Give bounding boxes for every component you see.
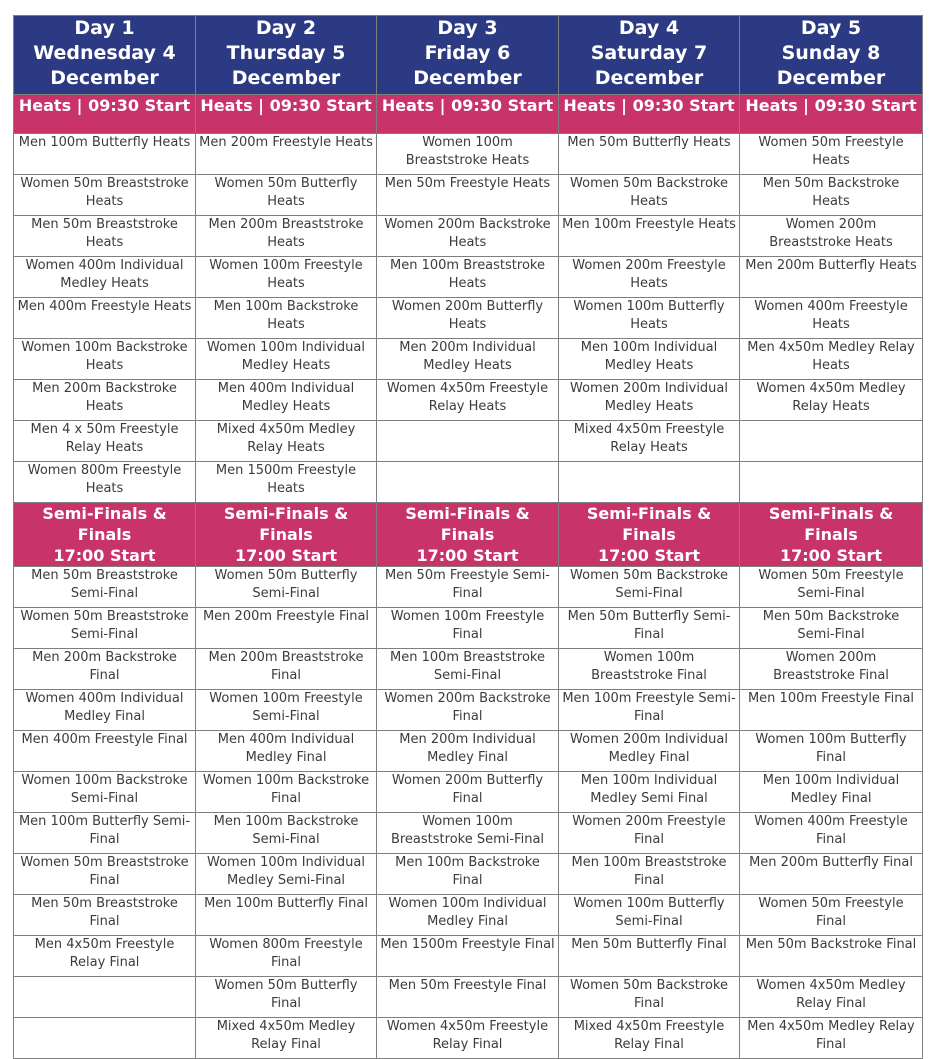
table-row <box>14 936 923 977</box>
event-cell: Women 400m Freestyle Heats <box>740 298 923 339</box>
event-cell: Men 100m Freestyle Heats <box>559 216 740 257</box>
schedule-table <box>13 15 923 1059</box>
finals-header: Semi-Finals & Finals 17:00 Start <box>14 503 196 567</box>
event-cell: Women 200m Individual Medley Heats <box>559 380 740 421</box>
event-cell: Men 50m Backstroke Final <box>740 936 923 977</box>
event-cell: Men 4x50m Medley Relay Heats <box>740 339 923 380</box>
event-cell <box>14 977 196 1018</box>
event-cell: Men 100m Backstroke Final <box>377 854 559 895</box>
event-cell: Men 100m Backstroke Semi-Final <box>196 813 377 854</box>
event-cell: Women 800m Freestyle Final <box>196 936 377 977</box>
event-cell: Women 200m Individual Medley Final <box>559 731 740 772</box>
table-row <box>14 134 923 175</box>
event-cell: Women 100m Backstroke Semi-Final <box>14 772 196 813</box>
event-cell: Men 200m Breaststroke Final <box>196 649 377 690</box>
event-cell: Mixed 4x50m Medley Relay Final <box>196 1018 377 1059</box>
day-header-row <box>14 16 923 95</box>
finals-header-row <box>14 503 923 567</box>
event-cell: Women 50m Freestyle Final <box>740 895 923 936</box>
day-header-2: Day 2 Thursday 5 December <box>196 16 377 95</box>
table-row <box>14 257 923 298</box>
event-cell: Men 100m Breaststroke Semi-Final <box>377 649 559 690</box>
event-cell: Women 50m Breaststroke Semi-Final <box>14 608 196 649</box>
event-cell <box>559 462 740 503</box>
event-cell: Men 200m Individual Medley Final <box>377 731 559 772</box>
event-cell: Men 50m Freestyle Semi-Final <box>377 567 559 608</box>
event-cell <box>377 421 559 462</box>
event-cell: Men 200m Butterfly Final <box>740 854 923 895</box>
event-cell: Women 400m Individual Medley Heats <box>14 257 196 298</box>
event-cell: Women 50m Butterfly Final <box>196 977 377 1018</box>
event-cell: Women 100m Individual Medley Semi-Final <box>196 854 377 895</box>
table-row <box>14 608 923 649</box>
event-cell: Men 100m Breaststroke Final <box>559 854 740 895</box>
event-cell: Men 400m Freestyle Heats <box>14 298 196 339</box>
event-cell: Men 200m Breaststroke Heats <box>196 216 377 257</box>
event-cell <box>14 1018 196 1059</box>
event-cell: Men 50m Freestyle Final <box>377 977 559 1018</box>
table-row <box>14 421 923 462</box>
event-cell: Men 4 x 50m Freestyle Relay Heats <box>14 421 196 462</box>
event-cell: Men 1500m Freestyle Heats <box>196 462 377 503</box>
event-cell: Men 50m Butterfly Semi-Final <box>559 608 740 649</box>
event-cell: Women 100m Individual Medley Heats <box>196 339 377 380</box>
day-header-1: Day 1 Wednesday 4 December <box>14 16 196 95</box>
event-cell: Mixed 4x50m Freestyle Relay Final <box>559 1018 740 1059</box>
event-cell: Men 50m Butterfly Heats <box>559 134 740 175</box>
event-cell: Men 50m Backstroke Heats <box>740 175 923 216</box>
event-cell: Men 100m Butterfly Semi-Final <box>14 813 196 854</box>
event-cell: Women 50m Breaststroke Heats <box>14 175 196 216</box>
table-row <box>14 813 923 854</box>
event-cell: Men 100m Butterfly Heats <box>14 134 196 175</box>
event-cell: Men 50m Backstroke Semi-Final <box>740 608 923 649</box>
event-cell: Women 100m Breaststroke Final <box>559 649 740 690</box>
event-cell: Men 100m Butterfly Final <box>196 895 377 936</box>
heats-header: Heats | 09:30 Start <box>377 95 559 134</box>
table-row <box>14 772 923 813</box>
event-cell <box>740 421 923 462</box>
heats-header: Heats | 09:30 Start <box>559 95 740 134</box>
event-cell: Men 200m Individual Medley Heats <box>377 339 559 380</box>
table-row <box>14 1018 923 1059</box>
event-cell: Women 4x50m Freestyle Relay Final <box>377 1018 559 1059</box>
event-cell: Men 100m Individual Medley Heats <box>559 339 740 380</box>
event-cell <box>740 462 923 503</box>
event-cell: Women 50m Freestyle Heats <box>740 134 923 175</box>
event-cell: Men 50m Butterfly Final <box>559 936 740 977</box>
event-cell: Men 200m Backstroke Final <box>14 649 196 690</box>
event-cell: Men 200m Butterfly Heats <box>740 257 923 298</box>
event-cell: Men 4x50m Freestyle Relay Final <box>14 936 196 977</box>
event-cell: Women 100m Freestyle Semi-Final <box>196 690 377 731</box>
event-cell: Men 100m Individual Medley Semi Final <box>559 772 740 813</box>
event-cell: Women 400m Freestyle Final <box>740 813 923 854</box>
event-cell: Men 400m Individual Medley Heats <box>196 380 377 421</box>
finals-header: Semi-Finals & Finals 17:00 Start <box>377 503 559 567</box>
heats-header: Heats | 09:30 Start <box>14 95 196 134</box>
event-cell: Mixed 4x50m Freestyle Relay Heats <box>559 421 740 462</box>
event-cell: Men 50m Breaststroke Semi-Final <box>14 567 196 608</box>
event-cell: Women 100m Freestyle Final <box>377 608 559 649</box>
event-cell: Women 100m Butterfly Heats <box>559 298 740 339</box>
event-cell: Women 200m Freestyle Heats <box>559 257 740 298</box>
heats-header: Heats | 09:30 Start <box>740 95 923 134</box>
event-cell: Women 100m Breaststroke Semi-Final <box>377 813 559 854</box>
event-cell: Women 4x50m Medley Relay Heats <box>740 380 923 421</box>
finals-header: Semi-Finals & Finals 17:00 Start <box>559 503 740 567</box>
day-header-3: Day 3 Friday 6 December <box>377 16 559 95</box>
table-row <box>14 977 923 1018</box>
event-cell: Women 200m Butterfly Final <box>377 772 559 813</box>
event-cell: Women 200m Backstroke Heats <box>377 216 559 257</box>
event-cell: Women 100m Freestyle Heats <box>196 257 377 298</box>
finals-header: Semi-Finals & Finals 17:00 Start <box>196 503 377 567</box>
event-cell: Women 50m Backstroke Semi-Final <box>559 567 740 608</box>
event-cell: Men 100m Freestyle Final <box>740 690 923 731</box>
event-cell: Men 100m Breaststroke Heats <box>377 257 559 298</box>
event-cell: Women 400m Individual Medley Final <box>14 690 196 731</box>
event-cell: Men 100m Backstroke Heats <box>196 298 377 339</box>
event-cell: Women 50m Backstroke Heats <box>559 175 740 216</box>
event-cell: Men 50m Freestyle Heats <box>377 175 559 216</box>
table-row <box>14 690 923 731</box>
event-cell: Men 100m Individual Medley Final <box>740 772 923 813</box>
table-row <box>14 854 923 895</box>
event-cell: Women 200m Breaststroke Final <box>740 649 923 690</box>
event-cell: Men 200m Freestyle Heats <box>196 134 377 175</box>
event-cell: Women 100m Backstroke Heats <box>14 339 196 380</box>
event-cell: Women 200m Butterfly Heats <box>377 298 559 339</box>
event-cell: Women 200m Breaststroke Heats <box>740 216 923 257</box>
event-cell: Women 200m Freestyle Final <box>559 813 740 854</box>
event-cell: Men 100m Freestyle Semi-Final <box>559 690 740 731</box>
table-row <box>14 298 923 339</box>
event-cell: Mixed 4x50m Medley Relay Heats <box>196 421 377 462</box>
event-cell <box>377 462 559 503</box>
table-row <box>14 731 923 772</box>
event-cell: Women 4x50m Freestyle Relay Heats <box>377 380 559 421</box>
event-cell: Men 200m Freestyle Final <box>196 608 377 649</box>
event-cell: Women 50m Butterfly Semi-Final <box>196 567 377 608</box>
table-row <box>14 380 923 421</box>
table-row <box>14 339 923 380</box>
event-cell: Men 200m Backstroke Heats <box>14 380 196 421</box>
event-cell: Women 200m Backstroke Final <box>377 690 559 731</box>
event-cell: Women 50m Breaststroke Final <box>14 854 196 895</box>
event-cell: Men 50m Breaststroke Heats <box>14 216 196 257</box>
event-cell: Men 50m Breaststroke Final <box>14 895 196 936</box>
event-cell: Men 400m Individual Medley Final <box>196 731 377 772</box>
table-row <box>14 175 923 216</box>
event-cell: Women 50m Butterfly Heats <box>196 175 377 216</box>
event-cell: Women 800m Freestyle Heats <box>14 462 196 503</box>
event-cell: Men 400m Freestyle Final <box>14 731 196 772</box>
day-header-4: Day 4 Saturday 7 December <box>559 16 740 95</box>
table-row <box>14 649 923 690</box>
event-cell: Women 100m Butterfly Semi-Final <box>559 895 740 936</box>
table-row <box>14 216 923 257</box>
event-cell: Women 50m Freestyle Semi-Final <box>740 567 923 608</box>
finals-header: Semi-Finals & Finals 17:00 Start <box>740 503 923 567</box>
event-cell: Women 100m Breaststroke Heats <box>377 134 559 175</box>
heats-section <box>14 95 923 503</box>
finals-section <box>14 503 923 1059</box>
heats-header: Heats | 09:30 Start <box>196 95 377 134</box>
event-cell: Women 4x50m Medley Relay Final <box>740 977 923 1018</box>
table-row <box>14 462 923 503</box>
event-cell: Men 1500m Freestyle Final <box>377 936 559 977</box>
event-cell: Women 100m Backstroke Final <box>196 772 377 813</box>
heats-header-row <box>14 95 923 134</box>
event-cell: Women 100m Butterfly Final <box>740 731 923 772</box>
event-cell: Men 4x50m Medley Relay Final <box>740 1018 923 1059</box>
event-cell: Women 50m Backstroke Final <box>559 977 740 1018</box>
table-row <box>14 895 923 936</box>
event-cell: Women 100m Individual Medley Final <box>377 895 559 936</box>
table-row <box>14 567 923 608</box>
day-header-5: Day 5 Sunday 8 December <box>740 16 923 95</box>
